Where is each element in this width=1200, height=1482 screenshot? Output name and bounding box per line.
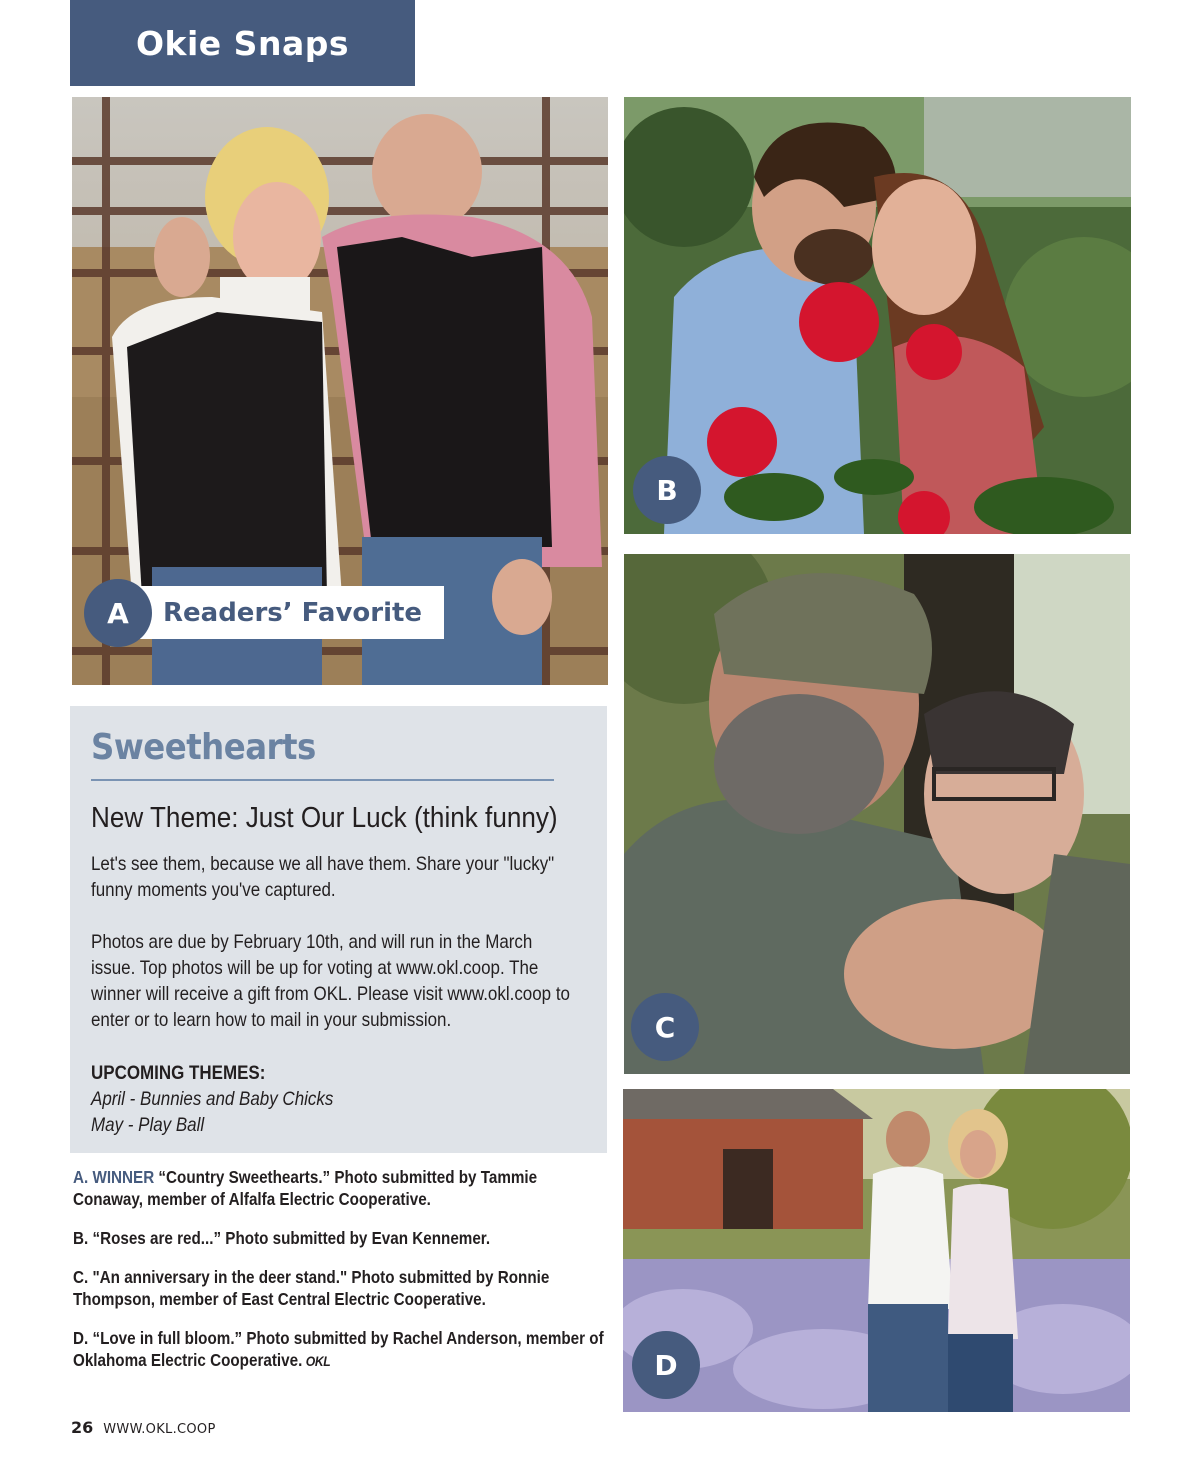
caption-b: B. “Roses are red...” Photo submitted by Evan Kennemer.	[73, 1228, 491, 1248]
upcoming-themes-heading: UPCOMING THEMES:	[91, 1062, 266, 1084]
info-paragraph-1: Let's see them, because we all have them. Share your "lucky" funny moments you've captured.	[91, 853, 555, 901]
photo-c-image	[624, 554, 1130, 1074]
photo-b-image	[624, 97, 1131, 534]
footer-url[interactable]: WWW.OKL.COOP	[103, 1422, 216, 1437]
caption-d-text: D. “Love in full bloom.” Photo submitted by Rachel Anderson, member of Oklahoma Electric Cooperative.	[73, 1328, 604, 1370]
upcoming-theme-april: April - Bunnies and Baby Chicks	[91, 1088, 334, 1110]
upcoming-theme-may: May - Play Ball	[91, 1114, 205, 1136]
section-tab	[70, 0, 415, 86]
photo-b-letter-badge: B	[633, 456, 701, 524]
photo-c-letter-badge: C	[631, 993, 699, 1061]
photo-b	[624, 97, 1131, 534]
section-title: Okie Snaps	[136, 23, 349, 63]
caption-d	[73, 1327, 604, 1372]
heading-rule	[91, 779, 554, 781]
okl-logo-mark: OKL	[305, 1353, 331, 1369]
caption-c: C. "An anniversary in the deer stand." Photo submitted by Ronnie Thompson, member of East Central Electric Cooperative.	[73, 1267, 550, 1309]
info-heading: Sweethearts	[91, 727, 316, 768]
photo-d-letter-badge: D	[632, 1331, 700, 1399]
new-theme-line: New Theme: Just Our Luck (think funny)	[91, 802, 558, 834]
photo-captions	[73, 1166, 613, 1389]
info-paragraph-2: Photos are due by February 10th, and will run in the March issue. Top photos will be up for voting at www.okl.coop. The winner will receive a gift from OKL. Please visit www.okl.coop to enter or to learn how to mail in your submission.	[91, 931, 570, 1031]
photo-c	[624, 554, 1130, 1074]
caption-a-winner-tag: A. WINNER	[73, 1167, 155, 1187]
page-footer	[71, 1418, 216, 1437]
readers-favorite-label: Readers’ Favorite	[163, 597, 423, 628]
readers-favorite-ribbon	[135, 586, 444, 639]
caption-a-text: “Country Sweethearts.” Photo submitted by Tammie Conaway, member of Alfalfa Electric Cooperative.	[73, 1167, 538, 1209]
theme-info-box	[70, 706, 607, 1153]
photo-a-letter-badge: A	[84, 579, 152, 647]
caption-a	[73, 1166, 604, 1210]
page-number: 26	[71, 1418, 94, 1437]
